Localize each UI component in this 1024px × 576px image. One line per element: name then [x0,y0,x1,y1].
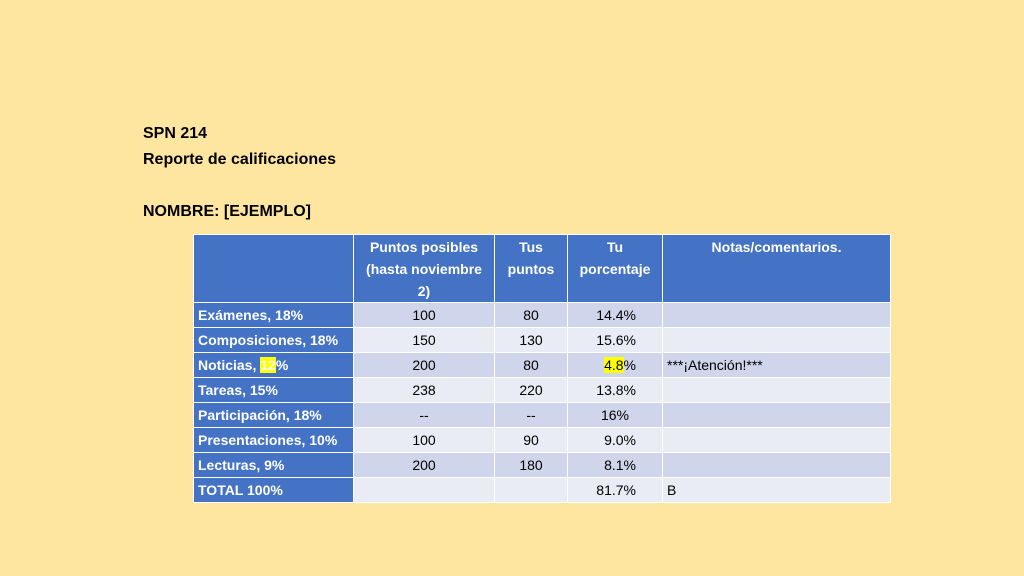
possible-points-cell: 238 [354,378,495,403]
total-percentage-cell: 81.7% [568,478,663,503]
possible-points-cell: 150 [354,328,495,353]
your-points-cell: 80 [495,303,568,328]
table-row [194,403,891,428]
category-cell: TOTAL 100% [194,478,354,503]
category-cell: Composiciones, 18% [194,328,354,353]
highlighted-percentage: 4.8 [604,357,624,373]
notes-cell [663,453,891,478]
possible-points-cell: 200 [354,453,495,478]
table-row [194,303,891,328]
percentage-cell: 16% [568,403,663,428]
possible-points-cell: 100 [354,303,495,328]
student-name: NOMBRE: [EJEMPLO] [143,203,311,220]
final-grade-cell: B [663,478,891,503]
percentage-cell: 13.8% [568,378,663,403]
percentage-cell: 8.1% [568,453,663,478]
notes-cell [663,378,891,403]
category-cell: Presentaciones, 10% [194,428,354,453]
table-row [194,453,891,478]
category-cell: Exámenes, 18% [194,303,354,328]
percentage-cell: 14.4% [568,303,663,328]
report-title: Reporte de calificaciones [143,151,336,168]
table-row [194,378,891,403]
your-points-cell: 130 [495,328,568,353]
notes-cell [663,303,891,328]
percentage-cell [568,353,663,378]
header-your-percentage: Tu porcentaje [568,235,663,303]
possible-points-cell: 200 [354,353,495,378]
category-suffix: % [275,357,289,373]
possible-points-cell: 100 [354,428,495,453]
notes-cell: ***¡Atención!*** [663,353,891,378]
course-code: SPN 214 [143,125,208,142]
highlighted-weight: 12 [260,357,276,373]
header-notes: Notas/comentarios. [663,235,891,303]
category-cell: Tareas, 15% [194,378,354,403]
grades-table [193,234,891,503]
category-cell: Participación, 18% [194,403,354,428]
header-possible-points: Puntos posibles (hasta noviembre 2) [354,235,495,303]
your-points-cell: 90 [495,428,568,453]
category-cell: Lecturas, 9% [194,453,354,478]
header-category [194,235,354,303]
header-your-points: Tus puntos [495,235,568,303]
your-points-cell: 80 [495,353,568,378]
your-points-cell [495,478,568,503]
possible-points-cell [354,478,495,503]
notes-cell [663,403,891,428]
your-points-cell: -- [495,403,568,428]
table-row [194,428,891,453]
percentage-cell: 15.6% [568,328,663,353]
percentage-suffix: % [623,357,636,373]
possible-points-cell: -- [354,403,495,428]
table-row [194,328,891,353]
total-row [194,478,891,503]
your-points-cell: 180 [495,453,568,478]
category-cell [194,353,354,378]
page-heading [143,121,336,225]
percentage-cell: 9.0% [568,428,663,453]
notes-cell [663,428,891,453]
your-points-cell: 220 [495,378,568,403]
table-header-row [194,235,891,303]
table-row [194,353,891,378]
category-text: Noticias, [198,357,261,373]
notes-cell [663,328,891,353]
